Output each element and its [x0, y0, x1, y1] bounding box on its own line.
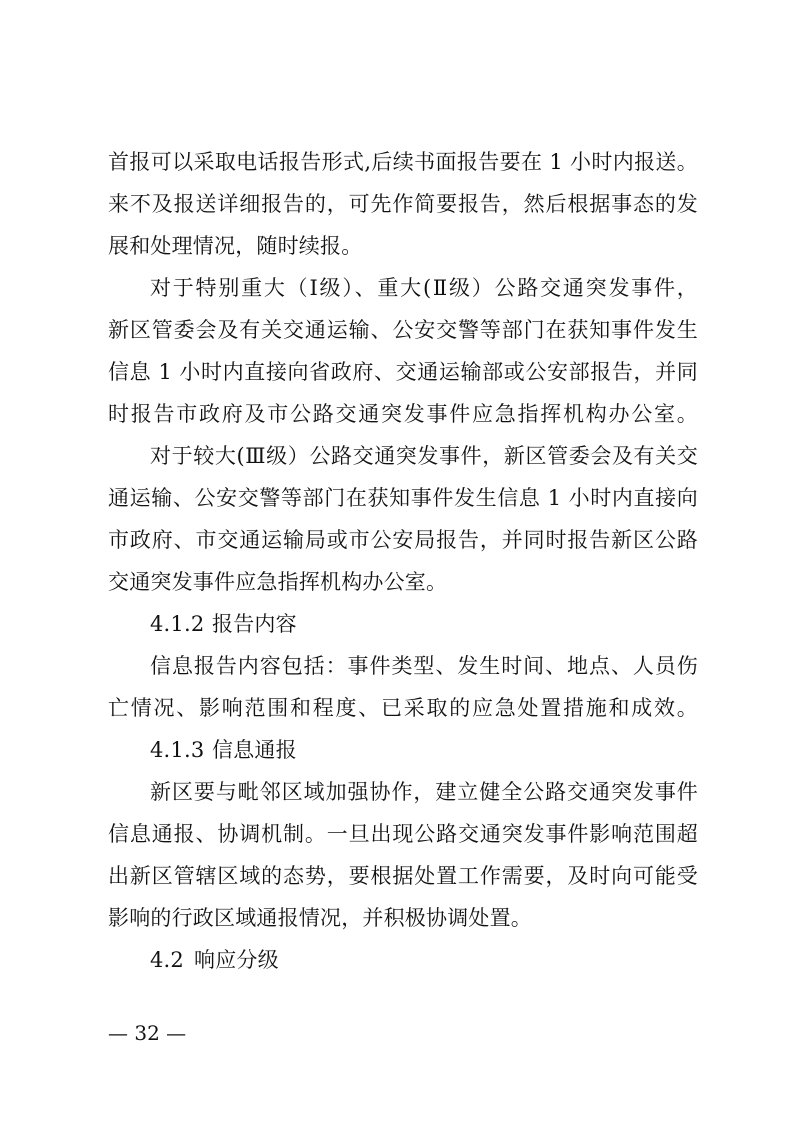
paragraph-line: 亡情况、影响范围和程度、已采取的应急处置措施和成效。	[108, 696, 698, 720]
paragraph-line: 出新区管辖区域的态势，要根据处置工作需要，及时向可能受	[108, 864, 698, 888]
paragraph-line: 通运输、公安交警等部门在获知事件发生信息 1 小时内直接向	[108, 486, 698, 510]
section-heading	[150, 946, 698, 974]
paragraph-line: 市政府、市交通运输局或市公安局报告，并同时报告新区公路	[108, 528, 698, 552]
paragraph-line: 影响的行政区域通报情况，并积极协调处置。	[108, 906, 532, 930]
paragraph-line: 新区管委会及有关交通运输、公安交警等部门在获知事件发生	[108, 318, 698, 342]
section-number: 4.1.2	[150, 612, 205, 636]
paragraph-line: 来不及报送详细报告的，可先作简要报告，然后根据事态的发	[108, 192, 698, 216]
paragraph-line: 交通突发事件应急指挥机构办公室。	[108, 570, 448, 594]
section-heading	[150, 610, 698, 638]
paragraph-line: 对于较大(Ⅲ级）公路交通突发事件，新区管委会及有关交	[150, 444, 698, 468]
paragraph-line: 新区要与毗邻区域加强协作，建立健全公路交通突发事件	[150, 780, 698, 804]
paragraph-line: 首报可以采取电话报告形式,后续书面报告要在 1 小时内报送。	[108, 150, 698, 174]
section-title: 报告内容	[212, 612, 297, 636]
paragraph-line: 信息 1 小时内直接向省政府、交通运输部或公安部报告，并同	[108, 360, 698, 384]
section-number: 4.1.3	[150, 738, 205, 762]
section-title: 响应分级	[194, 948, 279, 972]
paragraph-line: 信息报告内容包括：事件类型、发生时间、地点、人员伤	[150, 654, 698, 678]
paragraph-line: 信息通报、协调机制。一旦出现公路交通突发事件影响范围超	[108, 822, 698, 846]
section-heading	[150, 736, 698, 764]
paragraph-line: 展和处理情况，随时续报。	[108, 234, 363, 258]
page-number: — 32 —	[108, 1021, 187, 1045]
section-title: 信息通报	[212, 738, 297, 762]
section-number: 4.2	[150, 948, 184, 972]
paragraph-line: 时报告市政府及市公路交通突发事件应急指挥机构办公室。	[108, 402, 698, 426]
paragraph-line: 对于特别重大（Ⅰ级）、重大(Ⅱ级）公路交通突发事件，	[150, 276, 698, 300]
